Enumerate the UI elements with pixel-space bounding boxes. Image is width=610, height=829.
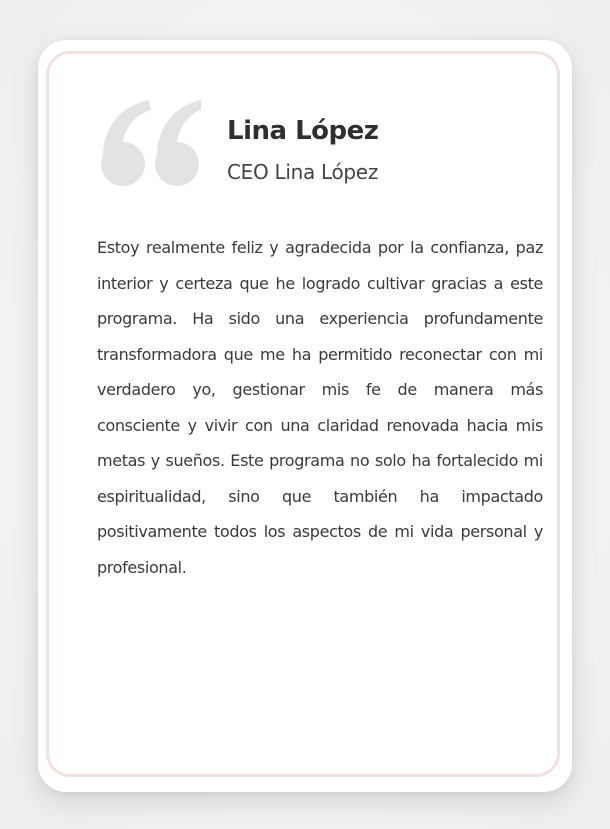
author-title: CEO Lina López <box>227 160 379 184</box>
testimonial-card <box>38 40 572 792</box>
testimonial-card-border <box>46 51 560 777</box>
author-name: Lina López <box>227 116 379 146</box>
quote-icon <box>101 100 201 190</box>
testimonial-text: Estoy realmente feliz y agradecida por la confianza, paz interior y certeza que he logrado cultivar gracias a este programa. Ha sido una experiencia profundamente transformadora que me ha permitido reconectar con mi verdadero yo, gestionar mis fe de manera más consciente y vivir con una claridad renovada hacia mis metas y sueños. Este programa no solo ha fortalecido mi espiritualidad, sino que también ha impactado positivamente todos los aspectos de mi vida personal y profesional. <box>97 238 543 577</box>
